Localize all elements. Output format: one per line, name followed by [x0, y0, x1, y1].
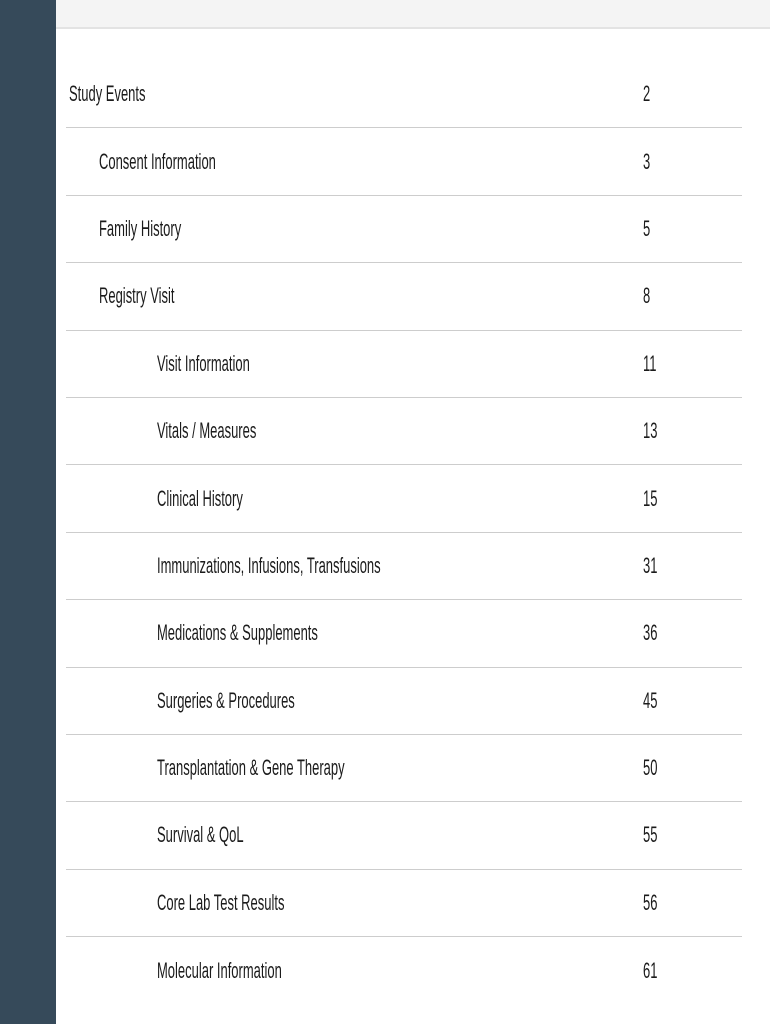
- toc-entry-label: Clinical History: [157, 485, 243, 511]
- toc-entry-medications[interactable]: [66, 600, 742, 667]
- toc-entry-page-number: 3: [643, 148, 651, 174]
- toc-entry-consent-information[interactable]: [66, 128, 742, 195]
- toc-entry-page-number: 15: [643, 485, 658, 511]
- top-toolbar-band: [56, 0, 770, 29]
- toc-entry-registry-visit[interactable]: [66, 263, 742, 330]
- toc-entry-label: Transplantation & Gene Therapy: [157, 755, 345, 781]
- table-of-contents: [66, 61, 742, 1004]
- toc-entry-page-number: 45: [643, 687, 658, 713]
- toc-entry-page-number: 2: [643, 81, 651, 107]
- toc-entry-molecular-information[interactable]: [66, 937, 742, 1004]
- toc-entry-vitals-measures[interactable]: [66, 398, 742, 465]
- toc-entry-page-number: 11: [643, 350, 657, 376]
- toc-entry-visit-information[interactable]: [66, 331, 742, 398]
- toc-entry-clinical-history[interactable]: [66, 465, 742, 532]
- toc-entry-label: Visit Information: [157, 350, 250, 376]
- toc-entry-page-number: 36: [643, 620, 658, 646]
- toc-entry-page-number: 5: [643, 215, 651, 241]
- toc-entry-label: Vitals / Measures: [157, 418, 257, 444]
- toc-entry-label: Core Lab Test Results: [157, 889, 285, 915]
- toc-entry-immunizations[interactable]: [66, 533, 742, 600]
- toc-entry-label: Consent Information: [99, 148, 216, 174]
- toc-entry-page-number: 61: [643, 957, 658, 983]
- left-sidebar: [0, 0, 56, 1024]
- toc-entry-label: Family History: [99, 215, 182, 241]
- toc-entry-surgeries[interactable]: [66, 668, 742, 735]
- toc-entry-page-number: 8: [643, 283, 651, 309]
- toc-entry-family-history[interactable]: [66, 196, 742, 263]
- toc-entry-survival-qol[interactable]: [66, 802, 742, 869]
- toc-entry-label: Medications & Supplements: [157, 620, 318, 646]
- toc-entry-page-number: 56: [643, 889, 658, 915]
- toc-entry-label: Surgeries & Procedures: [157, 687, 295, 713]
- toc-entry-page-number: 31: [643, 552, 658, 578]
- toc-entry-label: Study Events: [69, 81, 146, 107]
- toc-entry-label: Survival & QoL: [157, 822, 244, 848]
- toc-entry-label: Immunizations, Infusions, Transfusions: [157, 552, 381, 578]
- toc-entry-page-number: 13: [643, 418, 658, 444]
- toc-entry-page-number: 50: [643, 755, 658, 781]
- toc-entry-label: Molecular Information: [157, 957, 282, 983]
- toc-entry-transplantation[interactable]: [66, 735, 742, 802]
- toc-entry-label: Registry Visit: [99, 283, 175, 309]
- toc-entry-page-number: 55: [643, 822, 658, 848]
- toc-entry-study-events[interactable]: [66, 61, 742, 128]
- toc-entry-core-lab-results[interactable]: [66, 870, 742, 937]
